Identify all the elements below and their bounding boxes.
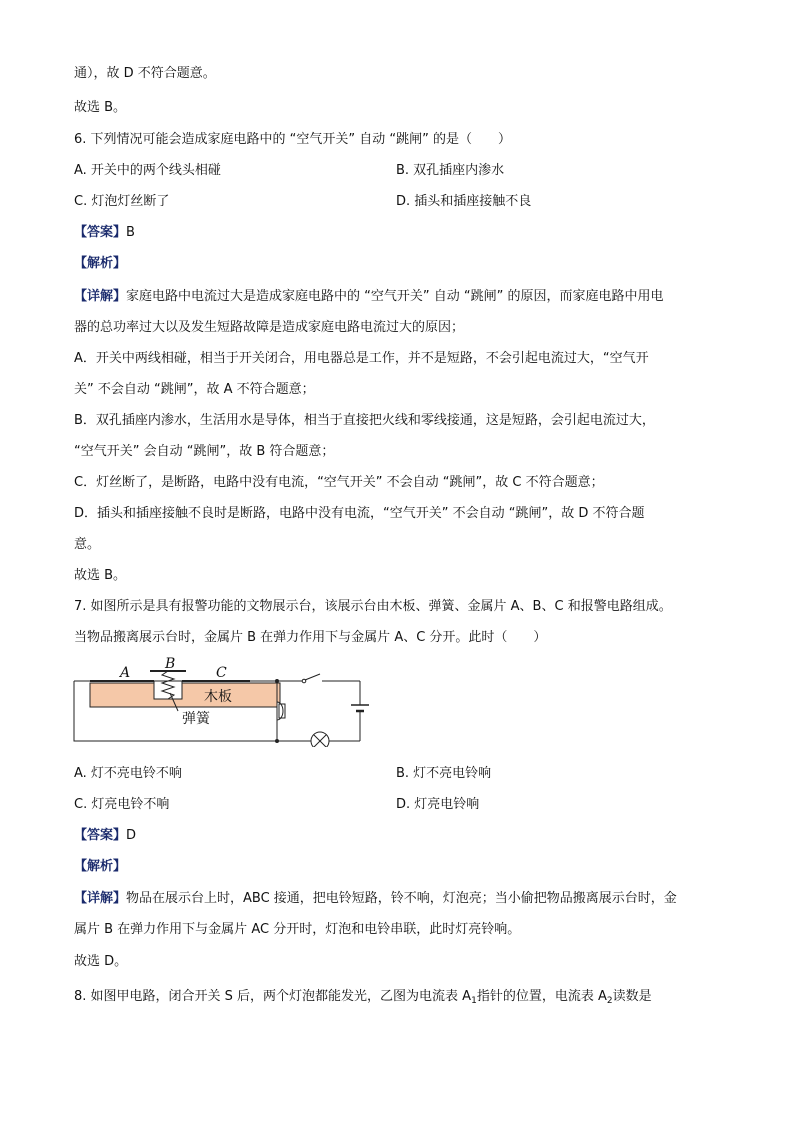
q6-analysis-tag <box>74 254 126 274</box>
q6-detail-line <box>74 287 664 307</box>
detail-text: 物品在展示台上时，ABC 接通，把电铃短路，铃不响，灯泡亮；当小偷把物品搬离展示台时，金 <box>126 891 677 906</box>
detail-tag: 【详解】 <box>74 891 127 906</box>
q7-conclusion: 故选 D。 <box>74 954 128 969</box>
q6-detail-line: “空气开关” 会自动 “跳闸”，故 B 符合题意； <box>74 444 335 459</box>
spring-cavity <box>154 681 182 699</box>
lamp-icon <box>311 732 329 747</box>
conclusion-line: 故选 B。 <box>74 100 127 115</box>
q7-option-c: C. 灯亮电铃不响 <box>74 797 170 812</box>
switch-blade <box>305 674 320 680</box>
label-b: B <box>165 656 176 672</box>
answer-tag: 【答案】 <box>74 225 127 240</box>
q6-detail-line: 关” 不会自动 “跳闸”，故 A 不符合题意； <box>74 382 315 397</box>
q7-stem-line: 7. 如图所示是具有报警功能的文物展示台，该展示台由木板、弹簧、金属片 A、B、C 和报警电路组成。 <box>74 599 672 614</box>
q6-detail-line: C．灯丝断了，是断路，电路中没有电流，“空气开关” 不会自动 “跳闸”，故 C 不符合题意； <box>74 475 604 490</box>
q6-detail-line: B．双孔插座内渗水，生活用水是导体，相当于直接把火线和零线接通，这是短路，会引起电流过大， <box>74 413 655 428</box>
q6-detail-line: 器的总功率过大以及发生短路故障是造成家庭电路电流过大的原因； <box>74 320 465 335</box>
q8-stem-part: 指针的位置，电流表 A <box>476 989 607 1004</box>
q6-option-a: A. 开关中的两个线头相碰 <box>74 163 221 178</box>
junction-bottom <box>275 739 279 743</box>
label-c: C <box>216 665 227 681</box>
label-spring: 弹簧 <box>182 711 210 727</box>
q7-analysis-tag <box>74 857 126 877</box>
answer-value: D <box>126 828 137 843</box>
q6-option-b: B. 双孔插座内渗水 <box>396 163 505 178</box>
q6-answer <box>74 223 135 243</box>
subscript: 1 <box>471 996 477 1006</box>
detail-text: 家庭电路中电流过大是造成家庭电路中的 “空气开关” 自动 “跳闸” 的原因，而家庭电路中用电 <box>126 289 664 304</box>
q7-option-b: B. 灯不亮电铃响 <box>396 766 492 781</box>
text-line: 通），故 D 不符合题意。 <box>74 66 216 81</box>
q7-option-a: A. 灯不亮电铃不响 <box>74 766 182 781</box>
q7-option-d: D. 灯亮电铃响 <box>396 797 480 812</box>
q6-detail-line: 意。 <box>74 537 101 552</box>
q6-detail-line: D．插头和插座接触不良时是断路，电路中没有电流，“空气开关” 不会自动 “跳闸”，故 D 不符合题 <box>74 506 645 521</box>
q6-detail-line: A．开关中两线相碰，相当于开关闭合，用电器总是工作，并不是短路，不会引起电流过大，“空气开 <box>74 351 649 366</box>
q6-stem: 6. 下列情况可能会造成家庭电路中的 “空气开关” 自动 “跳闸” 的是（ ） <box>74 132 512 147</box>
q7-detail-line: 属片 B 在弹力作用下与金属片 AC 分开时，灯泡和电铃串联，此时灯亮铃响。 <box>74 922 521 937</box>
q8-stem-part: 8. 如图甲电路，闭合开关 S 后，两个灯泡都能发光，乙图为电流表 A <box>74 989 472 1004</box>
subscript: 2 <box>606 996 613 1006</box>
q6-option-d: D. 插头和插座接触不良 <box>396 194 532 209</box>
q7-answer <box>74 826 136 846</box>
answer-value: B <box>126 225 135 240</box>
answer-tag: 【答案】 <box>74 828 127 843</box>
analysis-tag: 【解析】 <box>74 859 127 874</box>
q8-stem-part: 读数是 <box>612 989 652 1004</box>
label-board: 木板 <box>204 689 232 705</box>
analysis-tag: 【解析】 <box>74 256 127 271</box>
label-a: A <box>120 665 131 681</box>
q7-detail-line <box>74 889 677 909</box>
wood-board <box>90 683 280 707</box>
q6-option-c: C. 灯泡灯丝断了 <box>74 194 170 209</box>
circuit-diagram <box>70 655 370 747</box>
electric-bell <box>277 702 283 720</box>
q8-stem <box>74 987 652 1011</box>
q6-conclusion: 故选 B。 <box>74 568 127 583</box>
q7-stem-line: 当物品搬离展示台时，金属片 B 在弹力作用下与金属片 A、C 分开。此时（ ） <box>74 630 547 645</box>
detail-tag: 【详解】 <box>74 289 127 304</box>
